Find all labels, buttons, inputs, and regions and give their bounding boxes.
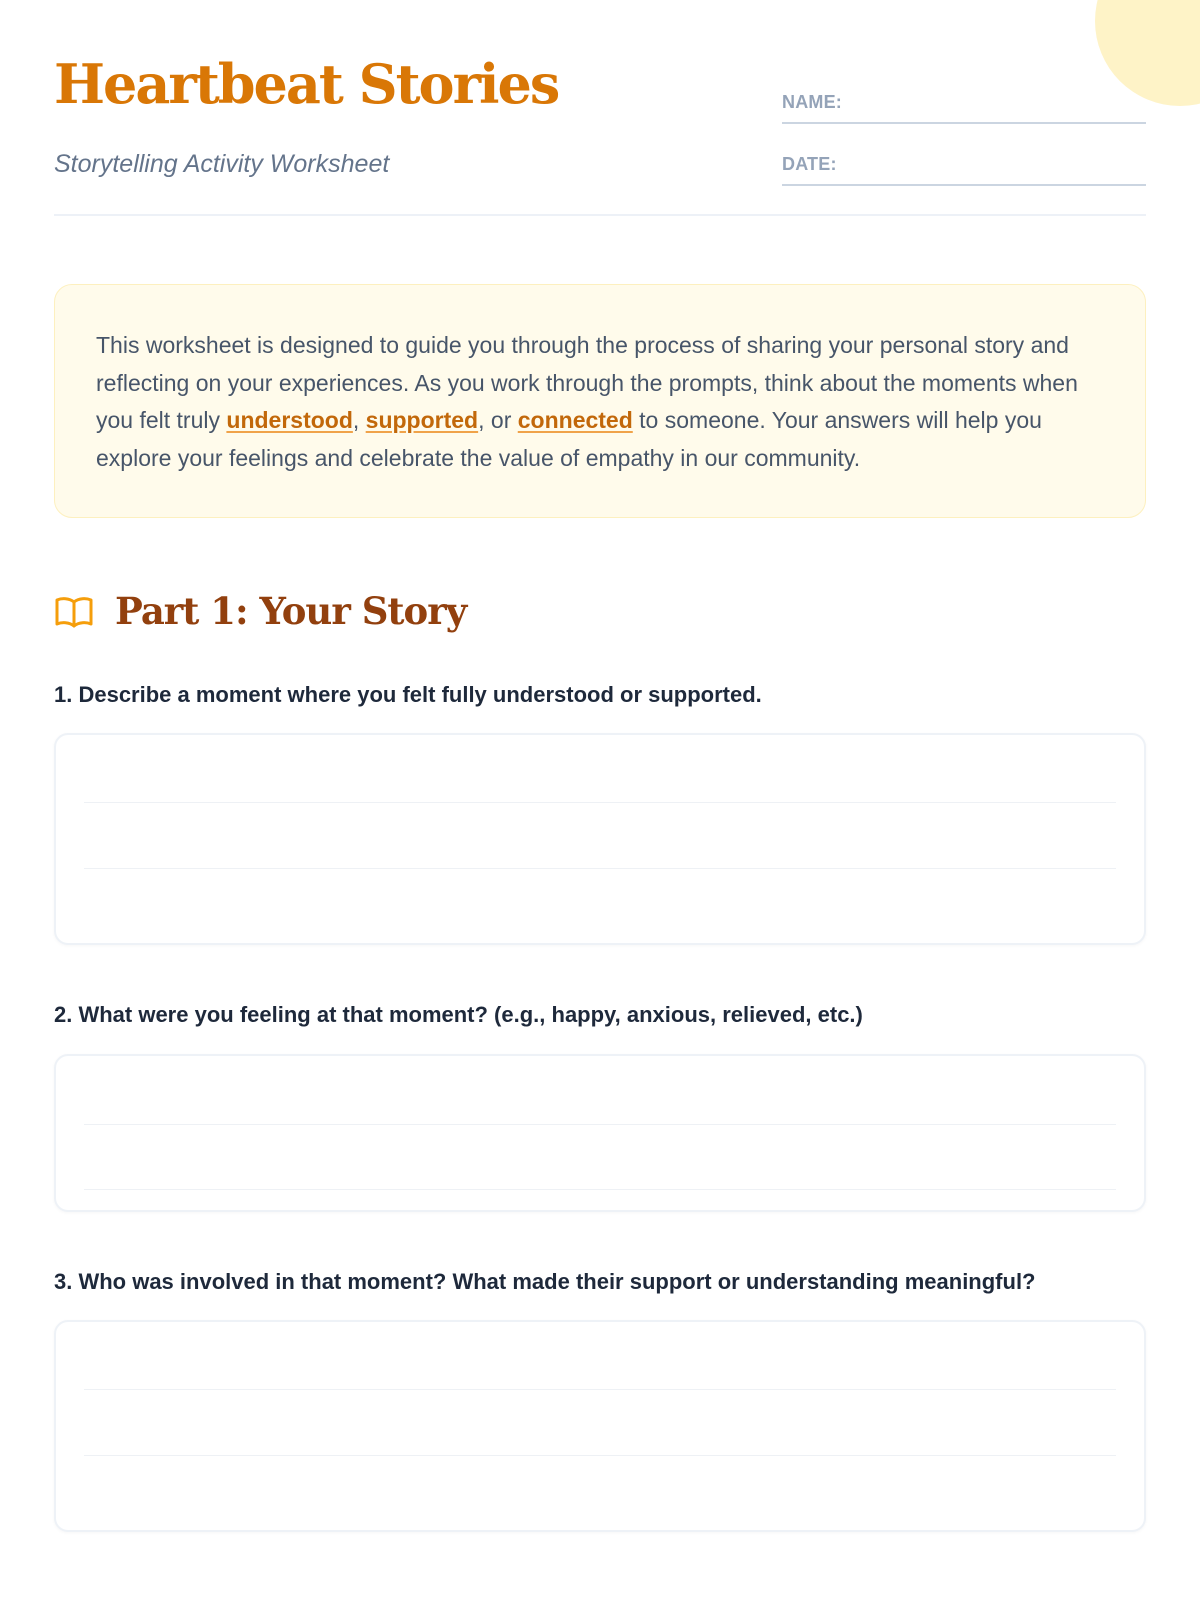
writing-line xyxy=(84,1124,1116,1125)
section-title: Part 1: Your Story xyxy=(115,589,467,633)
date-label: DATE: xyxy=(782,154,837,174)
name-field[interactable] xyxy=(782,92,1146,124)
writing-line xyxy=(84,1389,1116,1390)
question-label: 2. What were you feeling at that moment? (e.g., happy, anxious, relieved, etc.) xyxy=(54,1002,863,1027)
intro-separator: , xyxy=(352,407,366,433)
writing-line xyxy=(84,868,1116,869)
intro-box xyxy=(54,284,1146,518)
question-label: 3. Who was involved in that moment? What made their support or understanding meaningful? xyxy=(54,1269,1036,1294)
answer-box[interactable] xyxy=(54,733,1146,945)
date-field[interactable] xyxy=(782,154,1146,186)
keyword-supported: supported xyxy=(365,407,479,433)
page-subtitle: Storytelling Activity Worksheet xyxy=(54,150,390,178)
keyword-connected: connected xyxy=(517,407,633,433)
worksheet-header xyxy=(54,0,1146,216)
writing-line xyxy=(84,1455,1116,1456)
book-open-icon xyxy=(54,595,94,629)
answer-box[interactable] xyxy=(54,1320,1146,1532)
intro-text-part: to someone. Your answers will help you explore your feelings and celebrate the value of empathy in our community. xyxy=(96,407,1042,471)
intro-text-part: This worksheet is designed to guide you through the process of sharing your personal story and reflecting on your experiences. As you work through the prompts, think about the moments when you felt truly xyxy=(96,332,1078,433)
question-label: 1. Describe a moment where you felt fully understood or supported. xyxy=(54,682,762,707)
intro-separator: , or xyxy=(478,407,518,433)
writing-line xyxy=(84,1189,1116,1190)
intro-text xyxy=(96,327,1105,477)
writing-line xyxy=(84,802,1116,803)
page-title: Heartbeat Stories xyxy=(54,52,559,116)
name-label: NAME: xyxy=(782,92,842,112)
keyword-understood: understood xyxy=(226,407,353,433)
answer-box[interactable] xyxy=(54,1054,1146,1212)
